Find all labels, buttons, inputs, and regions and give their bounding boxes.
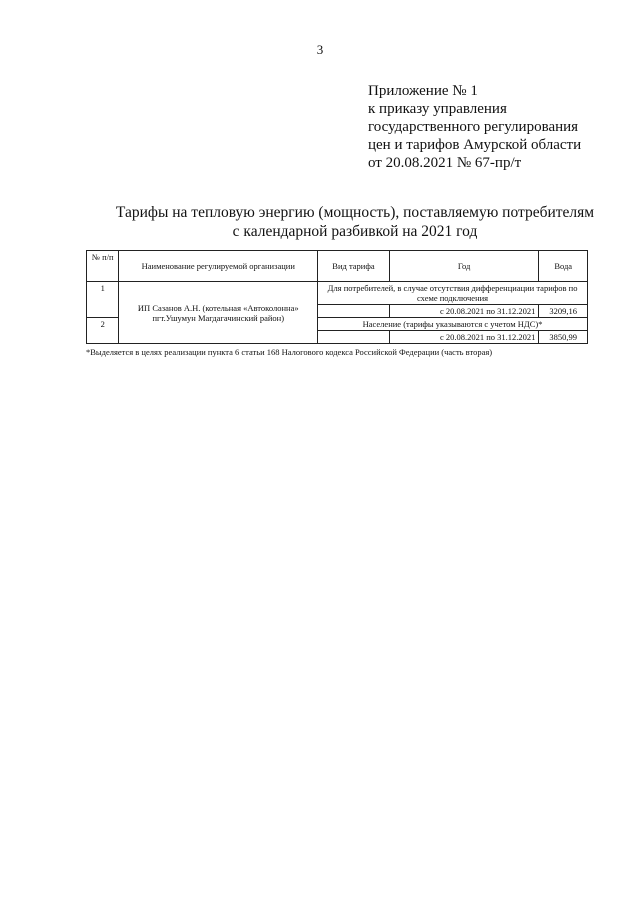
row-num: 2: [87, 318, 119, 344]
tariff-group-label: Население (тарифы указываются с учетом НДС)*: [318, 318, 588, 331]
footnote: *Выделяется в целях реализации пункта 6 статьи 168 Налогового кодекса Российской Федерации (часть вторая): [86, 347, 493, 357]
header-num: № п/п: [87, 251, 119, 282]
header-organization: Наименование регулируемой организации: [119, 251, 318, 282]
appendix-line: цен и тарифов Амурской области: [368, 137, 582, 153]
header-water: Вода: [539, 251, 588, 282]
period-cell: с 20.08.2021 по 31.12.2021: [389, 305, 539, 318]
appendix-reference: [368, 82, 618, 172]
period-cell: с 20.08.2021 по 31.12.2021: [389, 331, 539, 344]
water-value: 3209,16: [539, 305, 588, 318]
tariff-kind-cell: [318, 305, 390, 318]
appendix-title: Приложение № 1: [368, 83, 478, 99]
title-line-1: Тарифы на тепловую энергию (мощность), поставляемую потребителям: [115, 204, 595, 221]
title-line-2: с календарной разбивкой на 2021 год: [232, 223, 478, 240]
tariff-group-label: Для потребителей, в случае отсутствия дифференциации тарифов по схеме подключения: [318, 282, 588, 305]
page-number: 3: [316, 42, 324, 57]
header-year: Год: [389, 251, 539, 282]
tariff-table: [86, 250, 588, 344]
table-header-row: [87, 251, 588, 282]
row-num: 1: [87, 282, 119, 318]
tariff-kind-cell: [318, 331, 390, 344]
appendix-line: государственного регулирования: [368, 119, 579, 135]
organization-name: ИП Сазанов А.Н. (котельная «Автоколонна» пгт.Ушумун Магдагачинский район): [119, 282, 318, 344]
appendix-line: к приказу управления: [368, 101, 507, 117]
water-value: 3850,99: [539, 331, 588, 344]
document-title: [60, 203, 640, 241]
header-tariff-kind: Вид тарифа: [318, 251, 390, 282]
appendix-order-number: от 20.08.2021 № 67-пр/т: [368, 155, 522, 171]
